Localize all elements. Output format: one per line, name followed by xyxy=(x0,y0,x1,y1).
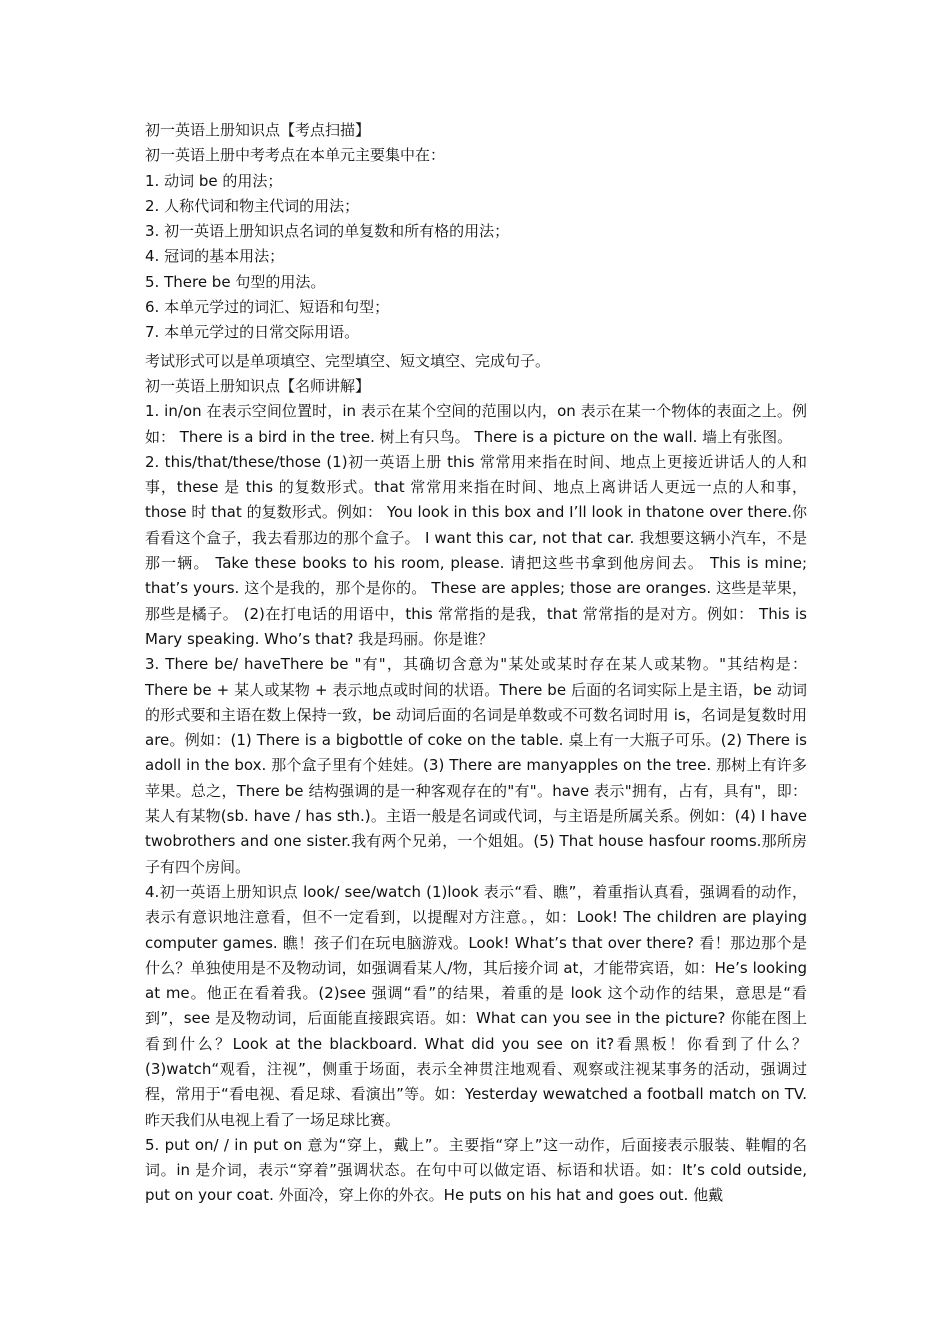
scan-heading: 初一英语上册知识点【考点扫描】 xyxy=(145,121,371,139)
paragraph-in-on: 1. in/on 在表示空间位置时，in 表示在某个空间的范围以内，on 表示在某一个物体的表面之上。例如： There is a bird in the tree. 树上有只鸟。 There is a picture on the wall. 墙上有张图。 xyxy=(145,402,807,446)
list-item: 5. There be 句型的用法。 xyxy=(145,272,326,291)
focus-intro: 初一英语上册中考考点在本单元主要集中在： xyxy=(145,146,446,165)
paragraph-look-see-watch: 4.初一英语上册知识点 look/ see/watch (1)look 表示“看、瞧”，着重指认真看，强调看的动作，表示有意识地注意看，但不一定看到，以提醒对方注意。，如：Look! The children are playing computer games. 瞧！孩子们在玩电脑游戏。Look! What’s that over there? 看！那边那个是什么？单独使用是不及物动词，如强调看某人/物，其后接介词 at，才能带宾语，如：He’s looking at me。他正在看着我。(2)see 强调“看”的结果，着重的是 look 这个动作的结果，意思是“看到”，see 是及物动词，后面能直接跟宾语。如：What can you see in the picture? 你能在图上看到什么？Look at the blackboard. What did you see on it?看黑板！你看到了什么？(3)watch“观看，注视”，侧重于场面，表示全神贯注地观看、观察或注视某事务的活动，强调过程，常用于“看电视、看足球、看演出”等。如：Yesterday wewatched a football match on TV.昨天我们从电视上看了一场足球比赛。 xyxy=(145,882,807,1129)
paragraph-put-on: 5. put on/ / in put on 意为“穿上，戴上”。主要指“穿上”这一动作，后面接表示服装、鞋帽的名词。in 是介词，表示“穿着”强调状态。在句中可以做定语、标语和状语。如：It’s cold outside, put on your coat. 外面冷，穿上你的外衣。He puts on his hat and goes out. 他戴 xyxy=(145,1135,807,1205)
teacher-heading: 初一英语上册知识点【名师讲解】 xyxy=(145,376,371,395)
list-item: 3. 初一英语上册知识点名词的单复数和所有格的用法； xyxy=(145,222,510,241)
list-item: 6. 本单元学过的词汇、短语和句型； xyxy=(145,298,390,317)
list-item: 4. 冠词的基本用法； xyxy=(145,247,285,266)
list-item: 2. 人称代词和物主代词的用法； xyxy=(145,196,360,215)
list-item: 1. 动词 be 的用法； xyxy=(145,171,283,190)
paragraph-this-that: 2. this/that/these/those (1)初一英语上册 this 常常用来指在时间、地点上更接近讲话人的人和事，these 是 this 的复数形式。that 常常用来指在时间、地点上离讲话人更远一点的人和事，those 时 that 的复数形式。例如： You look in this box and I’ll look in thatone over there.你看看这个盒子，我去看那边的那个盒子。 I want this car, not that car. 我想要这辆小汽车，不是那一辆。 Take these books to his room, please. 请把这些书拿到他房间去。 This is mine; that’s yours. 这个是我的，那个是你的。 These are apples; those are oranges. 这些是苹果，那些是橘子。 (2)在打电话的用语中，this 常常指的是我，that 常常指的是对方。例如： This is Mary speaking. Who’s that? 我是玛丽。你是谁？ xyxy=(145,452,807,648)
document-body xyxy=(145,118,807,1209)
exam-format-note: 考试形式可以是单项填空、完型填空、短文填空、完成句子。 xyxy=(145,351,551,370)
list-item: 7. 本单元学过的日常交际用语。 xyxy=(145,323,360,342)
paragraph-there-be: 3. There be/ haveThere be "有"，其确切含意为"某处或某时存在某人或某物。"其结构是：There be + 某人或某物 + 表示地点或时间的状语。There be 后面的名词实际上是主语，be 动词的形式要和主语在数上保持一致，be 动词后面的名词是单数或不可数名词时用 is，名词是复数时用 are。例如：(1) There is a bigbottle of coke on the table. 桌上有一大瓶子可乐。(2) There is adoll in the box. 那个盒子里有个娃娃。(3) There are manyapples on the tree. 那树上有许多苹果。总之，There be 结构强调的是一种客观存在的"有"。have 表示"拥有，占有，具有"，即：某人有某物(sb. have / has sth.)。主语一般是名词或代词，与主语是所属关系。例如：(4) I have twobrothers and one sister.我有两个兄弟，一个姐姐。(5) That house hasfour rooms.那所房子有四个房间。 xyxy=(145,655,807,876)
